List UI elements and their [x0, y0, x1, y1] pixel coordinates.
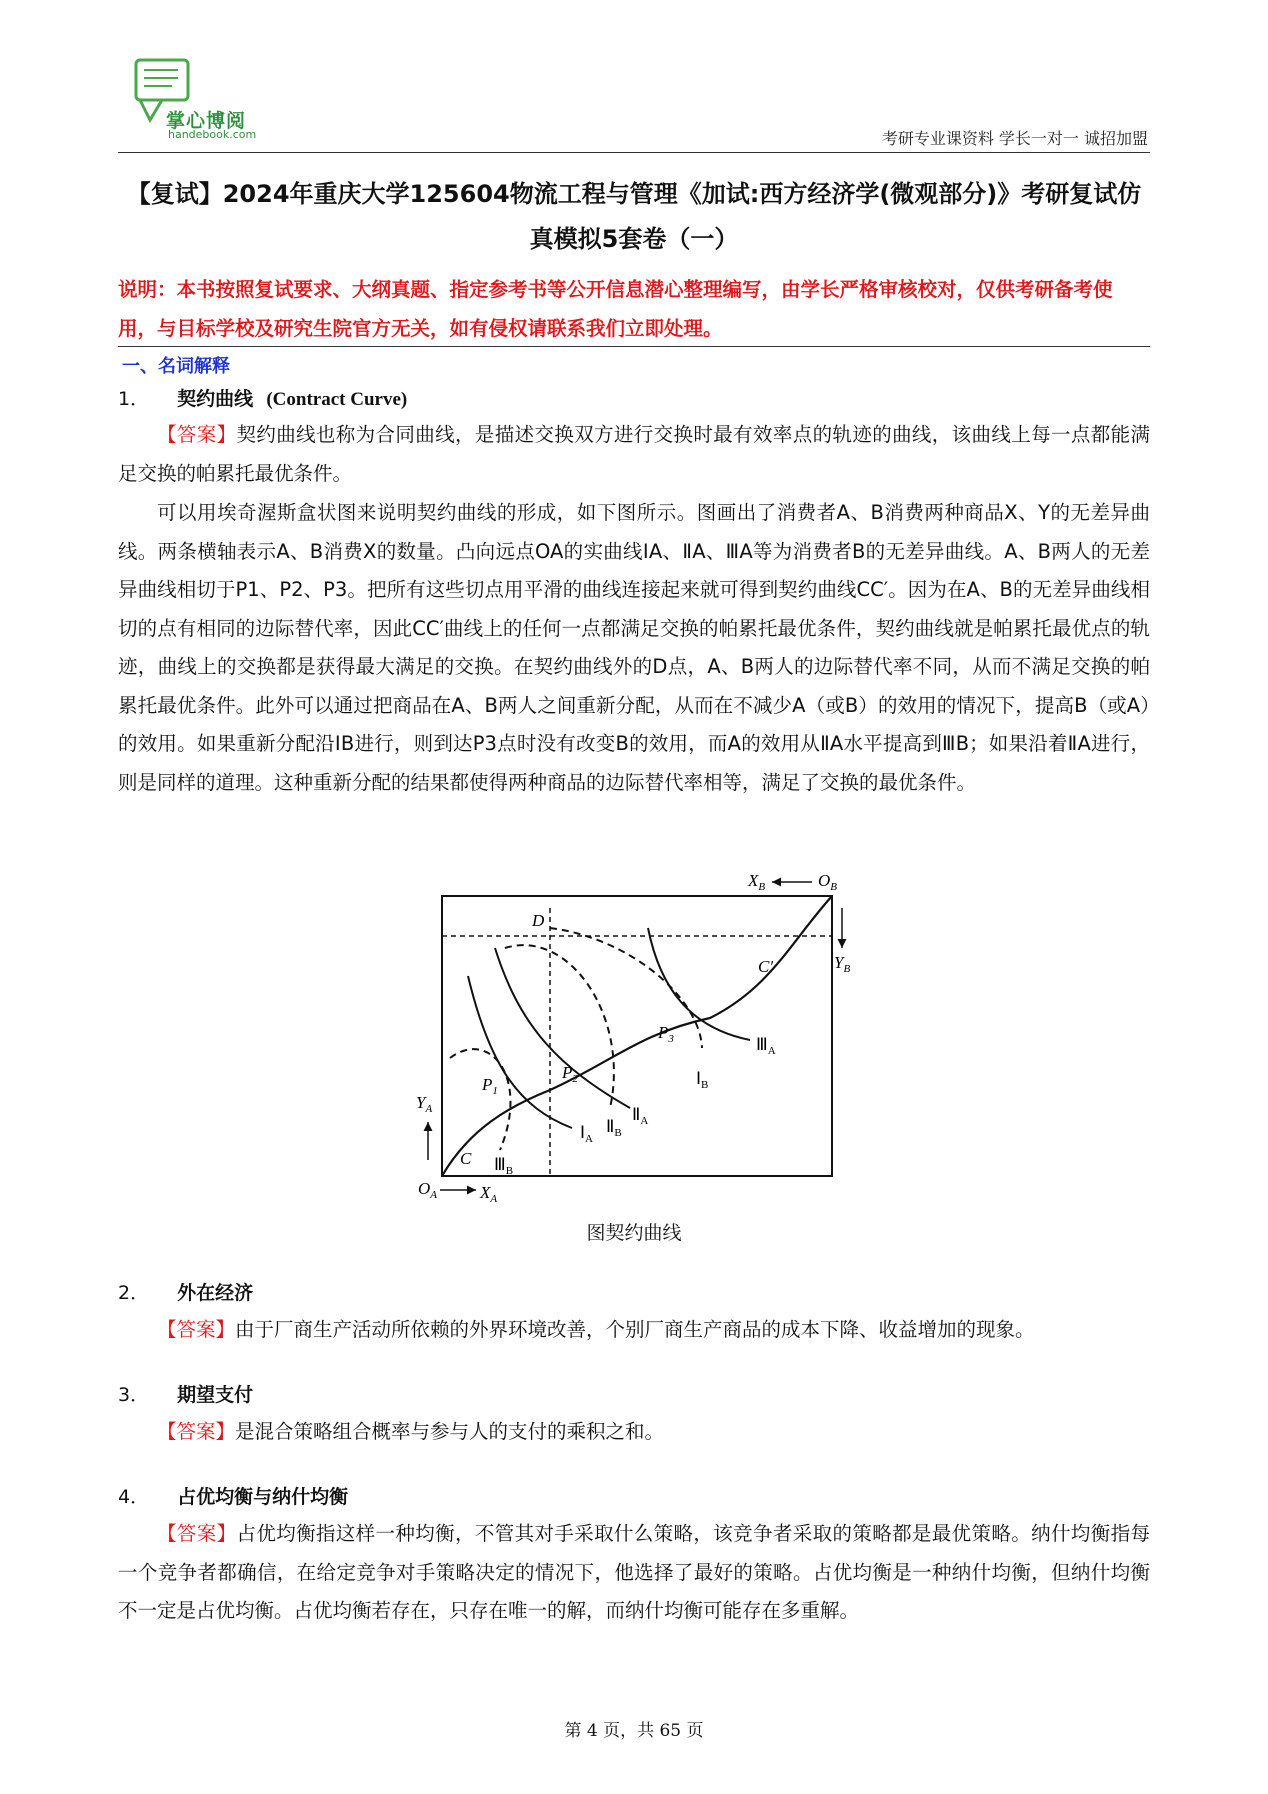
edgeworth-box	[442, 896, 832, 1176]
answer-tag: 【答案】	[157, 1318, 236, 1341]
answer-text: 占优均衡指这样一种均衡，不管其对手采取什么策略，该竞争者采取的策略都是最优策略。纳什均衡指每一个竞争者都确信，在给定竞争对手策略决定的情况下，他选择了最好的策略。占优均衡是一种纳什均衡，但纳什均衡不一定是占优均衡。占优均衡若存在，只存在唯一的解，而纳什均衡可能存在多重解。	[118, 1522, 1150, 1622]
indifference-curve-ib	[550, 928, 702, 1048]
label-ia: $Ⅰ_A$	[580, 1123, 593, 1145]
answer-text: 契约曲线也称为合同曲线，是描述交换双方进行交换时最有效率点的轨迹的曲线，该曲线上每一点都能满足交换的帕累托最优条件。	[118, 423, 1150, 485]
question-number: 1．	[118, 388, 150, 410]
page-number: 第 4 页，共 65 页	[564, 1721, 704, 1741]
question-term-en: (Contract Curve)	[266, 389, 408, 410]
answer-text: 由于厂商生产活动所依赖的外界环境改善，个别厂商生产商品的成本下降、收益增加的现象。	[235, 1318, 1035, 1341]
section-title: 一、名词解释	[122, 356, 230, 377]
question-3-heading	[118, 1380, 253, 1407]
label-xa: $X_A$	[480, 1183, 498, 1205]
question-2-heading	[118, 1278, 253, 1305]
answer-tag: 【答案】	[157, 1420, 236, 1443]
figure-caption: 图契约曲线	[586, 1222, 682, 1244]
label-p3: $P_3$	[658, 1023, 674, 1045]
question-4-heading	[118, 1482, 348, 1509]
question-1-heading	[118, 384, 407, 411]
label-p2: $P_2$	[562, 1063, 578, 1085]
label-c-prime: C′	[758, 957, 774, 976]
question-4-answer	[118, 1515, 1150, 1631]
label-iib: $Ⅱ_B$	[606, 1117, 622, 1139]
question-number: 4．	[118, 1486, 150, 1508]
contract-curve-figure	[410, 868, 870, 1208]
logo-name: 掌心博阅	[166, 110, 247, 132]
question-term: 契约曲线	[177, 388, 254, 410]
label-iia: $Ⅱ_A$	[632, 1105, 649, 1127]
question-term: 占优均衡与纳什均衡	[177, 1486, 349, 1508]
copyright-notice: 说明：本书按照复试要求、大纲真题、指定参考书等公开信息潜心整理编写，由学长严格审核校对，仅供考研备考使用，与目标学校及研究生院官方无关，如有侵权请联系我们立即处理。	[118, 278, 1113, 340]
answer-text: 是混合策略组合概率与参与人的支付的乘积之和。	[235, 1420, 665, 1443]
header-tagline: 考研专业课资料 学长一对一 诚招加盟	[881, 129, 1148, 148]
question-2-answer	[118, 1311, 1150, 1350]
label-iiia: $Ⅲ_A$	[756, 1035, 776, 1057]
question-number: 3．	[118, 1384, 150, 1406]
question-term: 期望支付	[177, 1384, 254, 1406]
document-title: 【复试】2024年重庆大学125604物流工程与管理《加试:西方经济学(微观部分)》考研复试仿真模拟5套卷（一）	[126, 180, 1142, 253]
label-yb: $Y_B$	[834, 953, 851, 975]
indifference-curve-ia	[468, 976, 572, 1128]
label-oa: $O_A$	[418, 1179, 438, 1201]
label-ob: $O_B$	[818, 871, 838, 893]
logo-url: handebook.com	[168, 128, 257, 141]
notice-divider	[118, 346, 1150, 347]
label-c: C	[460, 1149, 472, 1168]
label-p1: $P_1$	[482, 1075, 498, 1097]
label-d: D	[532, 911, 545, 930]
label-ya: $Y_A$	[416, 1093, 433, 1115]
question-1-explanation: 可以用埃奇渥斯盒状图来说明契约曲线的形成，如下图所示。图画出了消费者A、B消费两种商品X、Y的无差异曲线。两条横轴表示A、B消费X的数量。凸向远点OA的实曲线ⅠA、ⅡA、ⅢA等为消费者B的无差异曲线。A、B两人的无差异曲线相切于P1、P2、P3。把所有这些切点用平滑的曲线连接起来就可得到契约曲线CC′。因为在A、B的无差异曲线相切的点有相同的边际替代率，因此CC′曲线上的任何一点都满足交换的帕累托最优条件，契约曲线就是帕累托最优点的轨迹，曲线上的交换都是获得最大满足的交换。在契约曲线外的D点，A、B两人的边际替代率不同，从而不满足交换的帕累托最优条件。此外可以通过把商品在A、B两人之间重新分配，从而在不减少A（或B）的效用的情况下，提高B（或A）的效用。如果重新分配沿ⅠB进行，则到达P3点时没有改变B的效用，而A的效用从ⅡA水平提高到ⅢB；如果沿着ⅡA进行，则是同样的道理。这种重新分配的结果都使得两种商品的边际替代率相等，满足了交换的最优条件。	[118, 501, 1150, 794]
question-term: 外在经济	[177, 1282, 254, 1304]
contract-curve-line	[442, 896, 832, 1176]
label-ib: $Ⅰ_B$	[696, 1069, 709, 1091]
question-3-answer	[118, 1413, 1150, 1452]
label-iiib: $Ⅲ_B$	[494, 1155, 514, 1177]
header-divider	[118, 152, 1150, 153]
question-1-answer	[118, 416, 1150, 493]
indifference-curve-iiib	[450, 1049, 510, 1150]
question-number: 2．	[118, 1282, 150, 1304]
label-xb: $X_B$	[748, 871, 766, 893]
indifference-curve-iib	[505, 945, 614, 1108]
answer-tag: 【答案】	[157, 1522, 237, 1545]
answer-tag: 【答案】	[157, 423, 237, 446]
